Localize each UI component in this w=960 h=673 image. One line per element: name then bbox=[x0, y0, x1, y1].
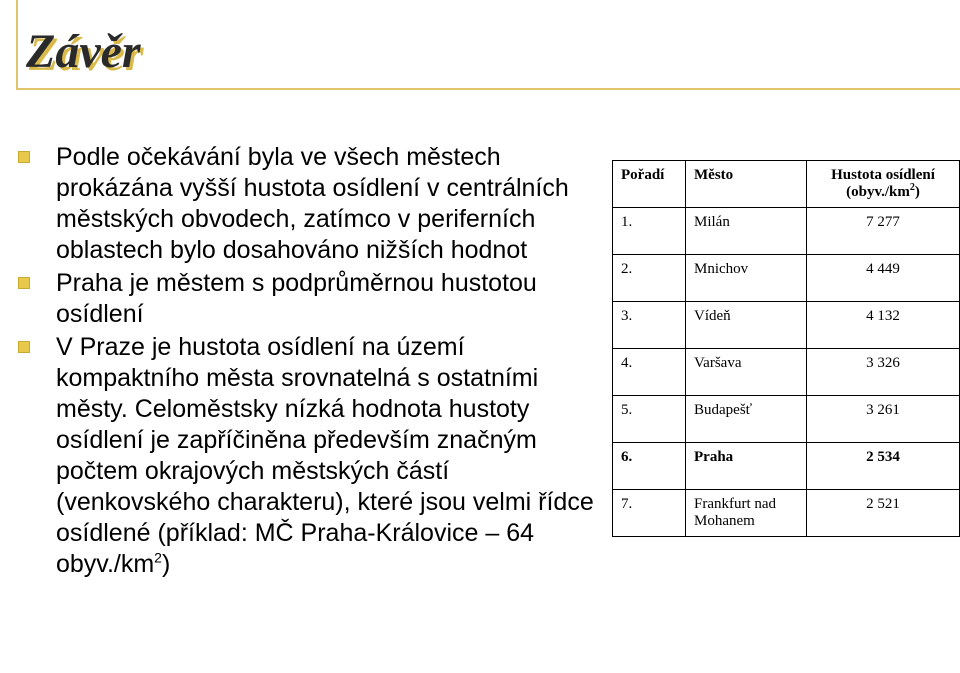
table-row bbox=[613, 255, 960, 302]
cell-city: Varšava bbox=[686, 349, 807, 396]
bullet-item bbox=[16, 268, 596, 330]
cell-city: Praha bbox=[686, 443, 807, 490]
cell-city: Vídeň bbox=[686, 302, 807, 349]
header-density-text: Hustota osídlení (obyv./km bbox=[831, 167, 935, 200]
square-bullet-icon bbox=[18, 151, 30, 163]
table-row bbox=[613, 396, 960, 443]
cell-density: 4 132 bbox=[807, 302, 960, 349]
table-row bbox=[613, 302, 960, 349]
cell-density: 3 261 bbox=[807, 396, 960, 443]
cell-city: Mnichov bbox=[686, 255, 807, 302]
square-bullet-icon bbox=[18, 341, 30, 353]
cell-order: 6. bbox=[613, 443, 686, 490]
table-row bbox=[613, 349, 960, 396]
table-header-row bbox=[613, 161, 960, 208]
slide-title: Závěr bbox=[26, 25, 141, 78]
city-density-table bbox=[612, 160, 960, 537]
cell-density: 2 521 bbox=[807, 490, 960, 537]
bullet-text: Praha je městem s podprůměrnou hustotou osídlení bbox=[56, 269, 537, 328]
cell-city: Budapešť bbox=[686, 396, 807, 443]
superscript: 2 bbox=[154, 549, 162, 566]
cell-density: 2 534 bbox=[807, 443, 960, 490]
cell-density: 4 449 bbox=[807, 255, 960, 302]
header-city: Město bbox=[686, 161, 807, 208]
cell-order: 4. bbox=[613, 349, 686, 396]
accent-vertical-line bbox=[16, 0, 18, 88]
cell-city: Frankfurt nad Mohanem bbox=[686, 490, 807, 537]
bullet-text: Podle očekávání byla ve všech městech prokázána vyšší hustota osídlení v centrálních městských obvodech, zatímco v periferních oblastech bylo dosahováno nižších hodnot bbox=[56, 143, 569, 264]
cell-density: 3 326 bbox=[807, 349, 960, 396]
accent-horizontal-line bbox=[16, 88, 960, 90]
bullet-text-tail: ) bbox=[161, 550, 171, 578]
cell-order: 7. bbox=[613, 490, 686, 537]
cell-city: Milán bbox=[686, 208, 807, 255]
table-row bbox=[613, 208, 960, 255]
table-row bbox=[613, 490, 960, 537]
table-row-highlight bbox=[613, 443, 960, 490]
header-density bbox=[807, 161, 960, 208]
bullet-item bbox=[16, 332, 596, 580]
header-density-sup: 2 bbox=[909, 182, 915, 193]
square-bullet-icon bbox=[18, 277, 30, 289]
header-density-tail: ) bbox=[914, 184, 920, 200]
cell-order: 3. bbox=[613, 302, 686, 349]
bullet-text: V Praze je hustota osídlení na území kompaktního města srovnatelná s ostatními městy. Celoměstsky nízká hodnota hustoty osídlení je zapříčiněna především značným počtem okrajových městských částí (venkovského charakteru), které jsou velmi řídce osídlené (příklad: MČ Praha-Královice – 64 obyv./km bbox=[56, 333, 594, 578]
cell-order: 5. bbox=[613, 396, 686, 443]
bullet-item bbox=[16, 142, 596, 266]
header-order: Pořadí bbox=[613, 161, 686, 208]
bullet-list bbox=[16, 142, 596, 582]
cell-order: 2. bbox=[613, 255, 686, 302]
cell-density: 7 277 bbox=[807, 208, 960, 255]
cell-order: 1. bbox=[613, 208, 686, 255]
